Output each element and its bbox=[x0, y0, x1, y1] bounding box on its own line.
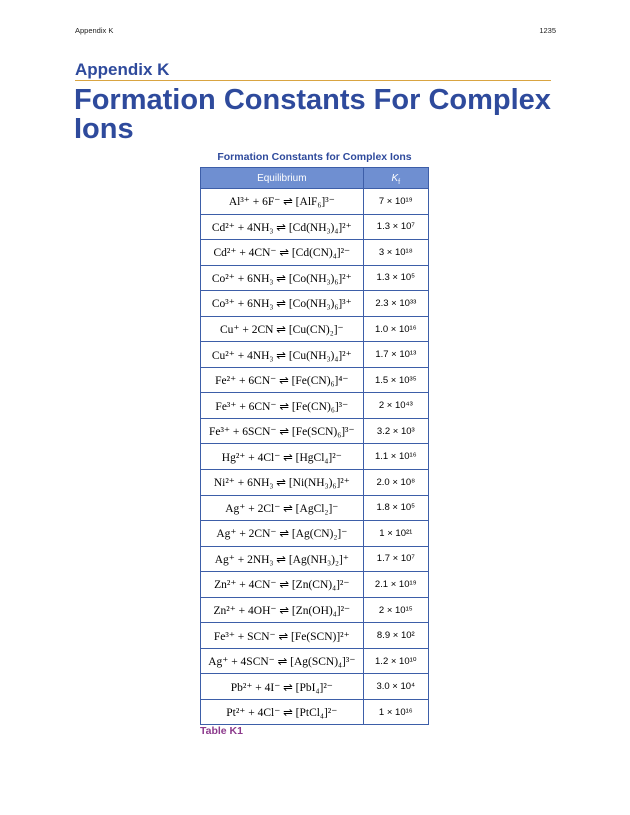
table-row bbox=[201, 291, 429, 317]
table-row bbox=[201, 495, 429, 521]
equilibrium-cell: Cu²⁺ + 4NH₃ ⇌ [Cu(NH₃)₄]²⁺ bbox=[201, 342, 364, 368]
equilibrium-cell: Ag⁺ + 2CN⁻ ⇌ [Ag(CN)₂]⁻ bbox=[201, 521, 364, 547]
equilibrium-cell: Zn²⁺ + 4OH⁻ ⇌ [Zn(OH)₄]²⁻ bbox=[201, 597, 364, 623]
equilibrium-cell: Ag⁺ + 2Cl⁻ ⇌ [AgCl₂]⁻ bbox=[201, 495, 364, 521]
equilibrium-cell: Co³⁺ + 6NH₃ ⇌ [Co(NH₃)₆]³⁺ bbox=[201, 291, 364, 317]
table-row bbox=[201, 597, 429, 623]
equilibrium-cell: Cd²⁺ + 4CN⁻ ⇌ [Cd(CN)₄]²⁻ bbox=[201, 240, 364, 266]
table-row bbox=[201, 214, 429, 240]
table-row bbox=[201, 699, 429, 725]
table-row bbox=[201, 393, 429, 419]
table-row bbox=[201, 367, 429, 393]
kf-value-cell: 3 × 10¹⁸ bbox=[363, 240, 428, 266]
equilibrium-cell: Co²⁺ + 6NH₃ ⇌ [Co(NH₃)₆]²⁺ bbox=[201, 265, 364, 291]
table-row bbox=[201, 342, 429, 368]
table-row bbox=[201, 240, 429, 266]
kf-value-cell: 3.0 × 10⁴ bbox=[363, 674, 428, 700]
table-row bbox=[201, 189, 429, 215]
equilibrium-cell: Cu⁺ + 2CN ⇌ [Cu(CN)₂]⁻ bbox=[201, 316, 364, 342]
kf-value-cell: 2.3 × 10³³ bbox=[363, 291, 428, 317]
equilibrium-cell: Ag⁺ + 2NH₃ ⇌ [Ag(NH₃)₂]⁺ bbox=[201, 546, 364, 572]
table-row bbox=[201, 444, 429, 470]
table-row bbox=[201, 674, 429, 700]
kf-value-cell: 1.2 × 10¹⁰ bbox=[363, 648, 428, 674]
appendix-label: Appendix K bbox=[75, 60, 170, 79]
kf-value-cell: 2.1 × 10¹⁹ bbox=[363, 572, 428, 598]
kf-value-cell: 2.0 × 10⁸ bbox=[363, 470, 428, 496]
table-row bbox=[201, 521, 429, 547]
equilibrium-cell: Hg²⁺ + 4Cl⁻ ⇌ [HgCl₄]²⁻ bbox=[201, 444, 364, 470]
equilibrium-cell: Al³⁺ + 6F⁻ ⇌ [AlF₆]³⁻ bbox=[201, 189, 364, 215]
table-row bbox=[201, 316, 429, 342]
kf-value-cell: 1.7 × 10¹³ bbox=[363, 342, 428, 368]
equilibrium-cell: Fe³⁺ + SCN⁻ ⇌ [Fe(SCN)]²⁺ bbox=[201, 623, 364, 649]
page-title: Formation Constants For Complex Ions bbox=[74, 84, 551, 145]
kf-value-cell: 2 × 10⁴³ bbox=[363, 393, 428, 419]
kf-value-cell: 1.7 × 10⁷ bbox=[363, 546, 428, 572]
equilibrium-cell: Pb²⁺ + 4I⁻ ⇌ [PbI₄]²⁻ bbox=[201, 674, 364, 700]
running-header-title: Appendix K bbox=[75, 26, 114, 35]
column-header-kf: $K_f$ bbox=[363, 168, 428, 189]
kf-value-cell: 1.3 × 10⁷ bbox=[363, 214, 428, 240]
table-row bbox=[201, 648, 429, 674]
kf-value-cell: 1.3 × 10⁵ bbox=[363, 265, 428, 291]
kf-value-cell: 1.1 × 10¹⁶ bbox=[363, 444, 428, 470]
column-header-equilibrium: Equilibrium bbox=[201, 168, 364, 189]
equilibrium-cell: Fe³⁺ + 6CN⁻ ⇌ [Fe(CN)₆]³⁻ bbox=[201, 393, 364, 419]
kf-value-cell: 1.8 × 10⁵ bbox=[363, 495, 428, 521]
page-number: 1235 bbox=[539, 26, 556, 35]
kf-value-cell: 3.2 × 10³ bbox=[363, 418, 428, 444]
formation-constants-table bbox=[200, 167, 429, 725]
kf-value-cell: 7 × 10¹⁹ bbox=[363, 189, 428, 215]
kf-value-cell: 1.5 × 10³⁵ bbox=[363, 367, 428, 393]
table-caption: Formation Constants for Complex Ions bbox=[217, 151, 412, 163]
appendix-divider bbox=[75, 80, 551, 81]
table-header-row bbox=[201, 168, 429, 189]
table-label: Table K1 bbox=[200, 725, 243, 737]
equilibrium-cell: Cd²⁺ + 4NH₃ ⇌ [Cd(NH₃)₄]²⁺ bbox=[201, 214, 364, 240]
table-row bbox=[201, 470, 429, 496]
table-row bbox=[201, 572, 429, 598]
kf-value-cell: 1 × 10¹⁶ bbox=[363, 699, 428, 725]
running-header bbox=[75, 26, 556, 38]
table-row bbox=[201, 418, 429, 444]
kf-value-cell: 1 × 10²¹ bbox=[363, 521, 428, 547]
table-row bbox=[201, 546, 429, 572]
equilibrium-cell: Zn²⁺ + 4CN⁻ ⇌ [Zn(CN)₄]²⁻ bbox=[201, 572, 364, 598]
table-row bbox=[201, 623, 429, 649]
kf-value-cell: 8.9 × 10² bbox=[363, 623, 428, 649]
equilibrium-cell: Ni²⁺ + 6NH₃ ⇌ [Ni(NH₃)₆]²⁺ bbox=[201, 470, 364, 496]
kf-value-cell: 2 × 10¹⁵ bbox=[363, 597, 428, 623]
table-row bbox=[201, 265, 429, 291]
equilibrium-cell: Ag⁺ + 4SCN⁻ ⇌ [Ag(SCN)₄]³⁻ bbox=[201, 648, 364, 674]
equilibrium-cell: Fe³⁺ + 6SCN⁻ ⇌ [Fe(SCN)₆]³⁻ bbox=[201, 418, 364, 444]
equilibrium-cell: Pt²⁺ + 4Cl⁻ ⇌ [PtCl₄]²⁻ bbox=[201, 699, 364, 725]
equilibrium-cell: Fe²⁺ + 6CN⁻ ⇌ [Fe(CN)₆]⁴⁻ bbox=[201, 367, 364, 393]
kf-value-cell: 1.0 × 10¹⁶ bbox=[363, 316, 428, 342]
